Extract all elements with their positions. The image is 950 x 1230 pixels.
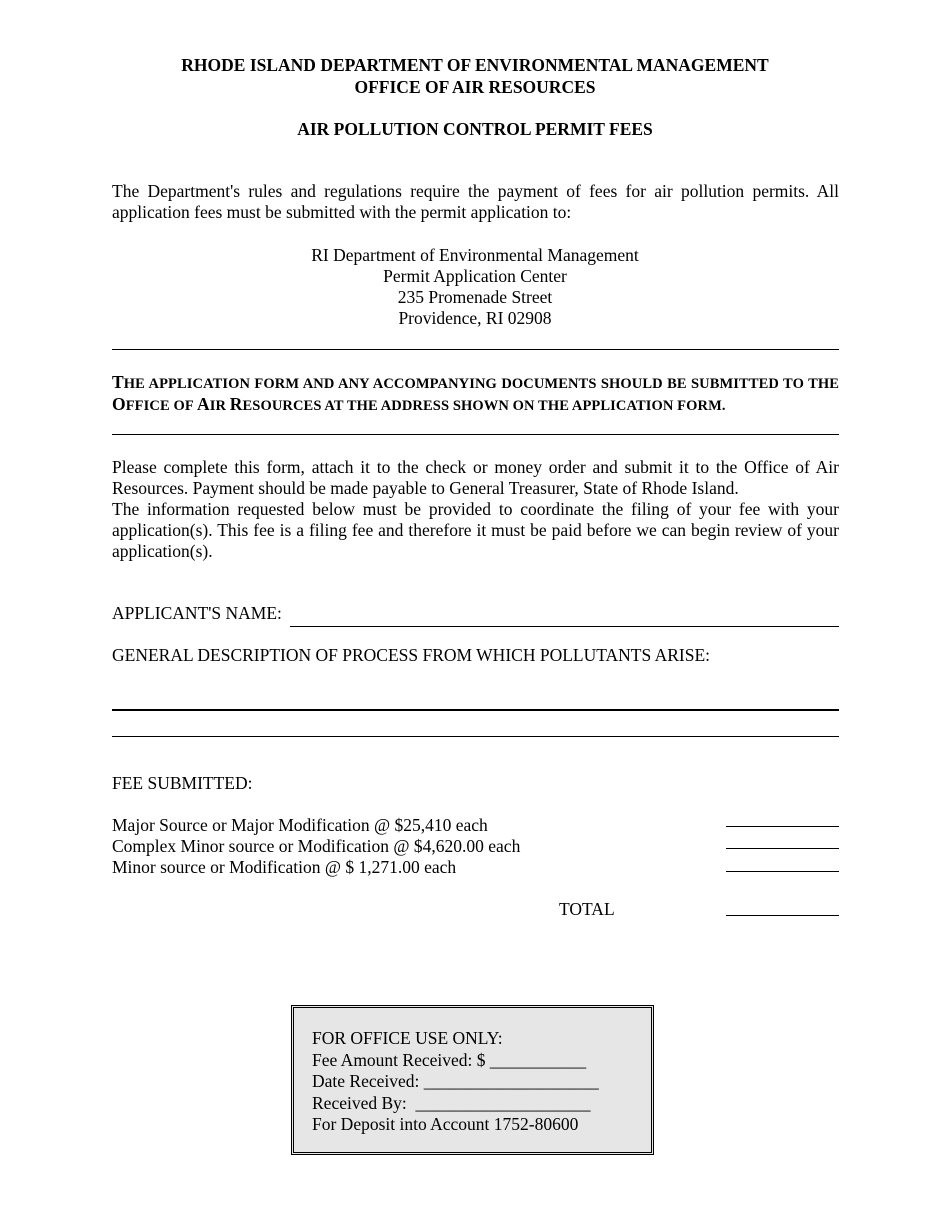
notice-cap-3: A (196, 394, 210, 414)
instructions-paragraph-1: Please complete this form, attach it to the check or money order and submit it to the Office of Air Resources. Payment should be made payable to General Treasurer, State of Rhode Island. (112, 457, 839, 498)
notice-cap-4: R (229, 394, 243, 414)
deposit-account: For Deposit into Account 1752-80600 (312, 1114, 579, 1134)
page-title: AIR POLLUTION CONTROL PERMIT FEES (297, 119, 653, 139)
notice-text-1: HE APPLICATION FORM AND ANY ACCOMPANYING DOCUMENTS SHOULD BE SUBMITTED TO THE (123, 376, 839, 392)
total-amount-field[interactable] (726, 915, 839, 916)
date-received: Date Received: ____________________ (312, 1071, 599, 1091)
notice-cap-1: T (112, 372, 124, 392)
header-line-1: RHODE ISLAND DEPARTMENT OF ENVIRONMENTAL MANAGEMENT (181, 55, 769, 75)
fee-major-label: Major Source or Major Modification @ $25,410 each (112, 815, 488, 835)
address-line-4: Providence, RI 02908 (398, 308, 552, 328)
process-description-label: GENERAL DESCRIPTION OF PROCESS FROM WHICH POLLUTANTS ARISE: (112, 645, 711, 665)
fee-minor-amount-field[interactable] (726, 871, 839, 872)
fee-complex-minor-label: Complex Minor source or Modification @ $4,620.00 each (112, 836, 521, 856)
address-line-1: RI Department of Environmental Management (311, 245, 639, 265)
total-label: TOTAL (559, 899, 615, 919)
submission-notice (112, 372, 839, 416)
fee-minor-label: Minor source or Modification @ $ 1,271.00 each (112, 857, 457, 877)
notice-line-2 (112, 394, 839, 416)
office-use-heading: FOR OFFICE USE ONLY: (312, 1028, 503, 1048)
process-description-field-line-2[interactable] (112, 736, 839, 737)
applicant-name-label: APPLICANT'S NAME: (112, 603, 282, 623)
instructions (112, 457, 839, 562)
address-line-3: 235 Promenade Street (397, 287, 553, 307)
notice-line-1 (112, 372, 839, 394)
fee-submitted-label: FEE SUBMITTED: (112, 773, 253, 793)
process-description-field-line-1[interactable] (112, 709, 839, 711)
fee-amount-received: Fee Amount Received: $ ___________ (312, 1049, 587, 1070)
applicant-name-field[interactable] (290, 626, 839, 627)
address-line-2: Permit Application Center (383, 266, 567, 286)
office-use-box (291, 1005, 654, 1155)
fee-major-amount-field[interactable] (726, 826, 839, 827)
header-line-2: OFFICE OF AIR RESOURCES (354, 77, 596, 97)
notice-text-2: FFICE OF (125, 398, 197, 414)
fee-complex-minor-amount-field[interactable] (726, 848, 839, 849)
instructions-paragraph-2: The information requested below must be provided to coordinate the filing of your fee with your application(s). This fee is a filing fee and therefore it must be paid before we can begin review of your application(s). (112, 499, 839, 561)
received-by: Received By: ____________________ (312, 1092, 591, 1113)
notice-text-4: ESOURCES AT THE ADDRESS SHOWN ON THE APPLICATION FORM. (242, 398, 726, 414)
intro-paragraph: The Department's rules and regulations require the payment of fees for air pollution permits. All application fees must be submitted with the permit application to: (112, 181, 839, 222)
divider-bottom (112, 434, 839, 435)
divider-top (112, 349, 839, 350)
notice-cap-2: O (112, 394, 126, 414)
notice-text-3: IR (209, 398, 230, 414)
